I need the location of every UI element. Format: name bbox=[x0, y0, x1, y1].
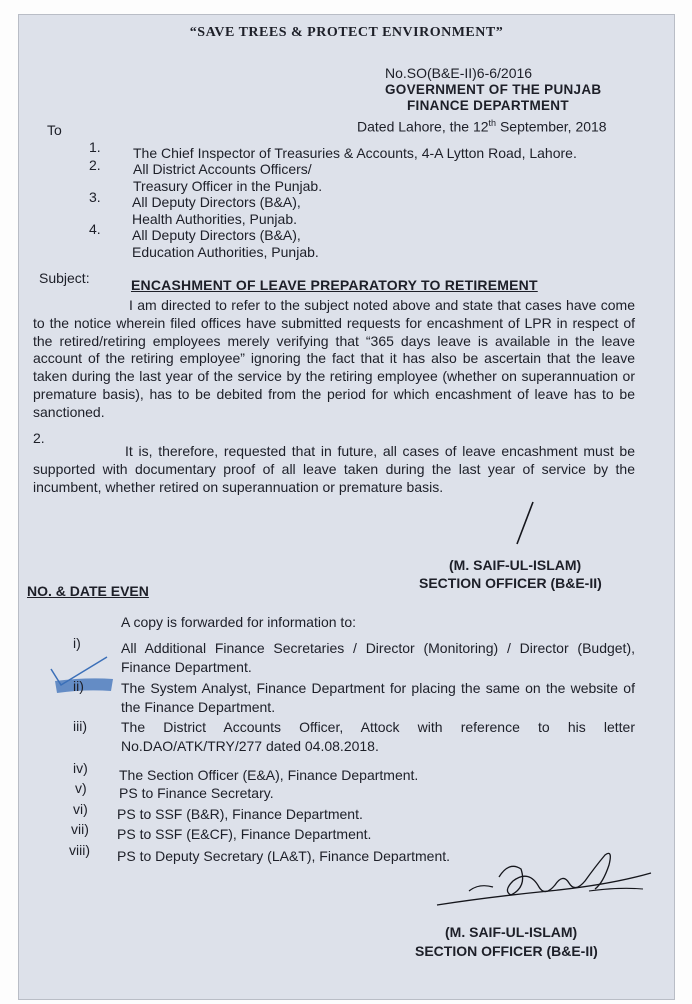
endorsement-intro: A copy is forwarded for information to: bbox=[121, 614, 356, 630]
body-paragraph-1: I am directed to refer to the subject noted above and state that cases have come to the notice wherein filed offices have submitted requests for encashment of LPR in respect of the retired/retiring employees merely verifying that “365 days leave is available in the leave account of the retiring employee” ignoring the fact that it has also be ascertain that the leave taken during the last year of the service by the retiring employee (whether on superannuation or premature basis), has to be debited from the period for which encashment of leave has to be sanctioned. bbox=[33, 297, 635, 420]
motto-header: “SAVE TREES & PROTECT ENVIRONMENT” bbox=[189, 25, 504, 40]
paragraph-number: 2. bbox=[33, 430, 45, 446]
copy-recipient: All Additional Finance Secretaries / Director (Monitoring) / Director (Budget), Finance Department. bbox=[121, 640, 635, 675]
addressee-number: 1. bbox=[89, 139, 101, 155]
signatory-name: (M. SAIF-UL-ISLAM) bbox=[445, 924, 578, 940]
letter-page bbox=[18, 14, 675, 1000]
department-name: FINANCE DEPARTMENT bbox=[407, 98, 569, 113]
copy-recipient: PS to SSF (E&CF), Finance Department. bbox=[117, 826, 372, 842]
body-paragraph-2: It is, therefore, requested that in future, all cases of leave encashment must be supported with documentary proof of all leave taken during the last year of service by the incumbent, whether retired on superannuation or premature basis. bbox=[33, 443, 635, 495]
copy-number: vii) bbox=[71, 821, 89, 837]
signature-stroke bbox=[509, 500, 539, 550]
addressee-line: Health Authorities, Punjab. bbox=[132, 211, 297, 227]
copy-recipient: PS to SSF (B&R), Finance Department. bbox=[117, 806, 363, 822]
letter-date bbox=[357, 118, 607, 135]
date-prefix: Dated Lahore, the 12 bbox=[357, 118, 489, 135]
copy-recipient: PS to Deputy Secretary (LA&T), Finance Department. bbox=[117, 848, 451, 864]
copy-number: i) bbox=[73, 635, 81, 651]
addressee-line: All Deputy Directors (B&A), bbox=[132, 194, 301, 210]
addressee-line: All District Accounts Officers/ bbox=[133, 161, 312, 177]
copy-number: iii) bbox=[73, 718, 87, 734]
copy-number: ii) bbox=[73, 678, 84, 694]
to-label: To bbox=[47, 122, 62, 138]
signatory-title: SECTION OFFICER (B&E-II) bbox=[415, 943, 598, 959]
addressee-number: 4. bbox=[89, 221, 101, 237]
copy-recipient: The System Analyst, Finance Department for placing the same on the website of the Finance Department. bbox=[121, 680, 635, 715]
government-name: GOVERNMENT OF THE PUNJAB bbox=[385, 82, 602, 97]
addressee-line: All Deputy Directors (B&A), bbox=[132, 227, 301, 243]
reference-number: No.SO(B&E-II)6-6/2016 bbox=[385, 65, 533, 81]
copy-number: v) bbox=[75, 780, 87, 796]
endorsement-heading: NO. & DATE EVEN bbox=[27, 583, 149, 599]
date-suffix: September, 2018 bbox=[496, 118, 607, 135]
subject-label: Subject: bbox=[39, 270, 90, 286]
copy-number: vi) bbox=[73, 801, 88, 817]
subject-title: ENCASHMENT OF LEAVE PREPARATORY TO RETIREMENT bbox=[131, 277, 538, 293]
addressee-number: 2. bbox=[89, 157, 101, 173]
handwritten-signature bbox=[429, 847, 659, 927]
copy-recipient: PS to Finance Secretary. bbox=[119, 785, 274, 801]
addressee-line: Treasury Officer in the Punjab. bbox=[133, 178, 323, 194]
copy-number: iv) bbox=[73, 760, 88, 776]
copy-number: viii) bbox=[69, 842, 90, 858]
addressee-line: The Chief Inspector of Treasuries & Accounts, 4-A Lytton Road, Lahore. bbox=[133, 145, 577, 161]
signatory-name: (M. SAIF-UL-ISLAM) bbox=[449, 557, 582, 573]
signatory-title: SECTION OFFICER (B&E-II) bbox=[419, 575, 602, 591]
addressee-number: 3. bbox=[89, 189, 101, 205]
copy-recipient: The District Accounts Officer, Attock with reference to his letter No.DAO/ATK/TRY/277 dated 04.08.2018. bbox=[121, 719, 635, 754]
addressee-line: Education Authorities, Punjab. bbox=[132, 244, 319, 260]
copy-recipient: The Section Officer (E&A), Finance Department. bbox=[119, 767, 419, 783]
date-superscript: th bbox=[488, 118, 497, 128]
